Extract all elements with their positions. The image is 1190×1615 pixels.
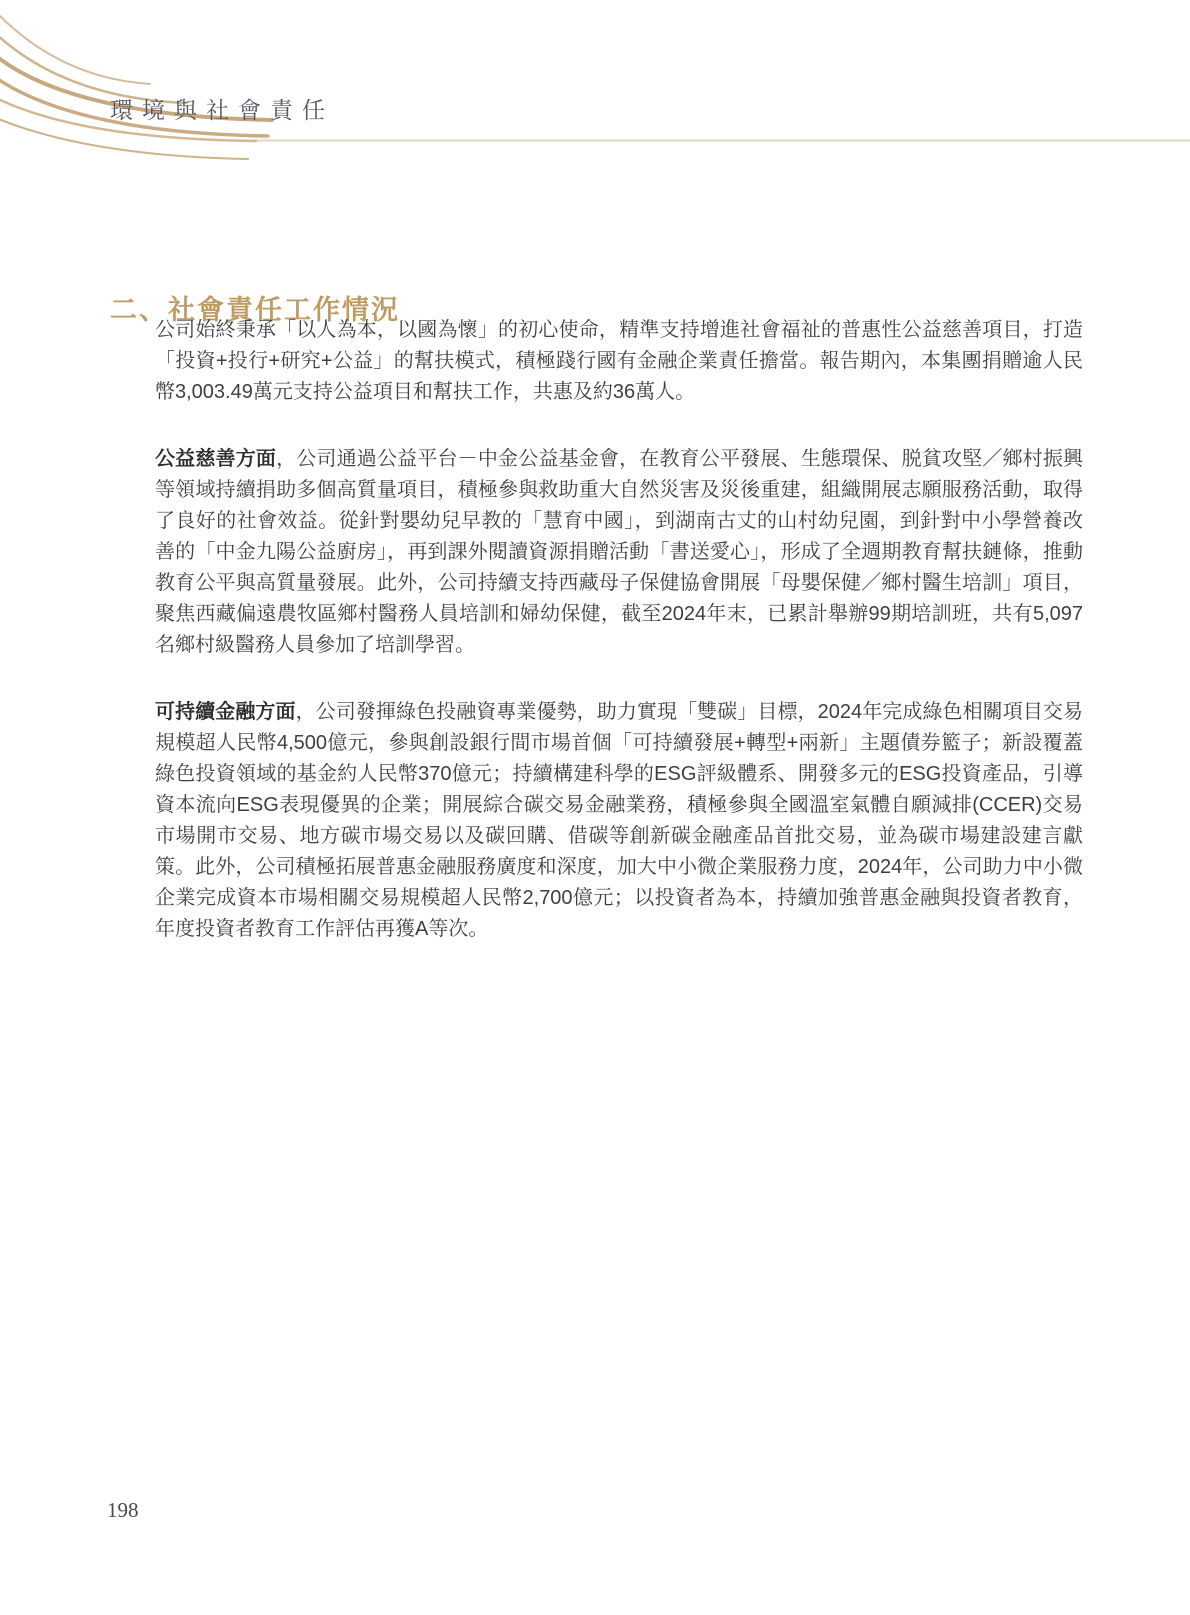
paragraph-text: ，公司通過公益平台－中金公益基金會，在教育公平發展、生態環保、脱貧攻堅／鄉村振興等領域持續捐助多個高質量項目，積極參與救助重大自然災害及災後重建，組織開展志願服務活動，取得了良好的社會效益。從針對嬰幼兒早教的「慧育中國」，到湖南古丈的山村幼兒園，到針對中小學營養改善的「中金九陽公益廚房」，再到課外閱讀資源捐贈活動「書送愛心」，形成了全週期教育幫扶鏈條，推動教育公平與高質量發展。此外，公司持續支持西藏母子保健協會開展「母嬰保健／鄉村醫生培訓」項目，聚焦西藏偏遠農牧區鄉村醫務人員培訓和婦幼保健，截至2024年末，已累計舉辦99期培訓班，共有5,097名鄉村級醫務人員參加了培訓學習。	[155, 448, 1084, 656]
paragraph-lead: 公益慈善方面	[155, 448, 277, 470]
paragraph-sustainable-finance	[155, 697, 1083, 945]
paragraph-text: ，公司發揮綠色投融資專業優勢，助力實現「雙碳」目標，2024年完成綠色相關項目交易規模超人民幣4,500億元，參與創設銀行間市場首個「可持續發展+轉型+兩新」主題債券籃子；新設覆蓋綠色投資領域的基金約人民幣370億元；持續構建科學的ESG評級體系、開發多元的ESG投資產品，引導資本流向ESG表現優異的企業；開展綜合碳交易金融業務，積極參與全國溫室氣體自願減排(CCER)交易市場開市交易、地方碳市場交易以及碳回購、借碳等創新碳金融產品首批交易，並為碳市場建設建言獻策。此外，公司積極拓展普惠金融服務廣度和深度，加大中小微企業服務力度，2024年，公司助力中小微企業完成資本市場相關交易規模超人民幣2,700億元；以投資者為本，持續加強普惠金融與投資者教育，年度投資者教育工作評估再獲A等次。	[155, 701, 1083, 940]
page-number: 198	[107, 1498, 139, 1522]
body-content	[155, 315, 1083, 945]
paragraph-intro	[155, 315, 1083, 408]
section-heading: 二、社會責任工作情況	[110, 295, 400, 326]
paragraph-text: 公司始終秉承「以人為本，以國為懷」的初心使命，精準支持增進社會福祉的普惠性公益慈善項目，打造「投資+投行+研究+公益」的幫扶模式，積極踐行國有金融企業責任擔當。報告期內，本集團捐贈逾人民幣3,003.49萬元支持公益項目和幫扶工作，共惠及約36萬人。	[155, 319, 1083, 403]
chapter-header-title: 環境與社會責任	[110, 98, 334, 123]
paragraph-charity	[155, 444, 1083, 661]
paragraph-lead: 可持續金融方面	[155, 701, 296, 723]
